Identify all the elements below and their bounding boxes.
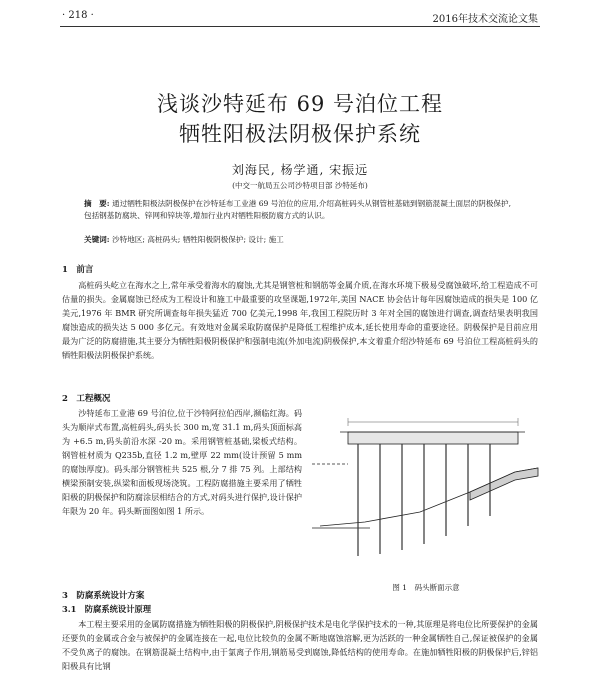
affiliation: (中交一航局五公司沙特项目部 沙特延布) [232,181,368,190]
abstract-label: 摘 要: [84,199,110,208]
section-1-paragraph: 高桩码头屹立在海水之上,常年承受着海水的腐蚀,尤其是钢管桩和钢筋等金属介质,在海水环境下极易受腐蚀破坏,给工程造成不可估量的损失。金属腐蚀已经成为工程设计和施工中最重要的攻坚课题,1972年,美国 NACE 协会估计每年因腐蚀造成的损失是 100 亿美元,1976 年 BMR 研究所调查每年损失猛近 700 亿美元,1998 年,我国工程院历时 3 年对全国的腐蚀进行调查,调查结果表明我国腐蚀造成的损失达 5 000 多亿元。有效地对金属采取防腐保护是降低工程维护成本,延长使用寿命的重要途径。阴极保护是目前应用最为广泛的防腐措施,其主要分为牺牲阳极阴极保护和强制电流(外加电流)阴极保护,本文着重介绍沙特延布 69 号泊位工程高桩码头的牺牲阳极法阴极保护系统。 [62,280,538,360]
keywords-text: 沙特地区; 高桩码头; 牺牲阳极阴极保护; 设计; 施工 [112,235,284,244]
abstract [84,198,516,222]
section-3-paragraph: 本工程主要采用的金属防腐措施为牺牲阳极的阴极保护,阴极保护技术是电化学保护技术的一种,其原理是将电位比所要保护的金属还要负的金属或合金与被保护的金属连接在一起,电位比较负的金属不断地腐蚀溶解,更为活跃的一种金属牺牲自己,保证被保护的金属不受负离子的腐蚀。在钢筋混凝土结构中,由于氯离子作用,钢筋易受到腐蚀,降低结构的使用寿命。在施加牺牲阳极的阴极保护后,锌铝阳极具有比钢 [62,619,538,671]
wharf-cross-section-figure [310,404,542,574]
authors: 刘海民, 杨学通, 宋振远 [231,163,369,177]
keywords [84,234,516,246]
deck-slab [348,432,518,444]
paper-title-line-1: 浅谈沙特延布 69 号泊位工程 [156,92,444,116]
section-2-heading: 2 工程概况 [62,394,111,404]
figure-caption: 图 1 码头断面示意 [392,583,460,592]
journal-title: 2016年技术交流论文集 [432,14,538,25]
keywords-label: 关键词: [84,235,110,244]
section-2-paragraph: 沙特延布工业港 69 号泊位,位于沙特阿拉伯西岸,濒临红海。码头为顺岸式布置,高桩码头,码头长 300 m,宽 31.1 m,码头顶面标高为 +6.5 m,码头前沿水深 -20 m。采用钢管桩基础,梁板式结构。钢管桩材质为 Q235b,直径 1.2 m,壁厚 22 mm(设计预留 5 mm 的腐蚀厚度)。码头部分钢管桩共 525 根,分 7 排 75 列。上部结构横梁预制安装,纵梁和面板现场浇筑。工程防腐措施主要采用了牺牲阳极的阴极保护和防腐涂层相结合的方式,对码头进行保护,设计保护年限为 20 年。码头断面图如图 1 所示。 [62,408,302,516]
section-1-heading: 1 前言 [62,265,94,275]
section-3-1-heading: 3.1 防腐系统设计原理 [62,604,152,614]
page-number: · 218 · [62,10,94,21]
section-3-heading: 3 防腐系统设计方案 [62,591,145,601]
abstract-text: 通过牺牲阳极法阴极保护在沙特延布工业港 69 号泊位的应用,介绍高桩码头从钢管桩基础到钢筋混凝土面层的阴极保护,包括钢基防腐块、锌网和锌块等,增加行业内对牺牲阳极防腐方式的认识。 [84,199,512,220]
paper-title-line-2: 牺牲阳极法阴极保护系统 [179,122,421,146]
header-divider [60,26,540,27]
slope-hatch [470,468,538,500]
